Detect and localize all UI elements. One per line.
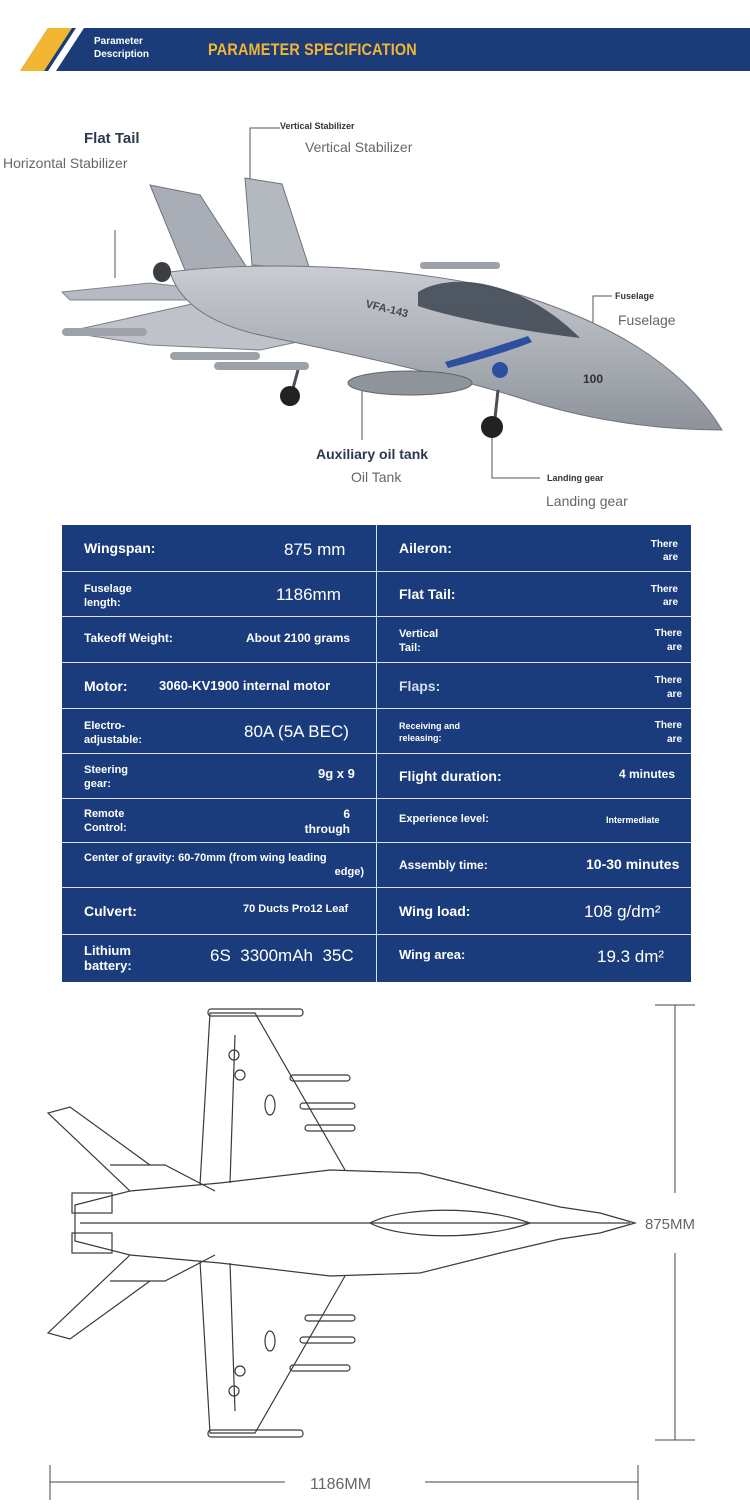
callout-tank-sub: Oil Tank xyxy=(351,469,402,485)
spec-key: Steering gear: xyxy=(84,764,129,790)
spec-value-right: There are xyxy=(654,720,682,745)
aircraft-marking-text: VFA-143 xyxy=(364,298,410,321)
spec-key: Takeoff Weight: xyxy=(84,631,173,645)
spec-value: 70 Ducts Pro12 Leaf xyxy=(243,903,349,915)
spec-value-right: There are xyxy=(654,628,682,653)
spec-value: 1186mm xyxy=(276,585,341,604)
spec-row xyxy=(62,798,691,843)
spec-row xyxy=(62,934,691,983)
spec-key: Culvert: xyxy=(84,903,137,919)
spec-value-right: 108 g/dm² xyxy=(584,902,661,921)
spec-key-right: Vertical Tail: xyxy=(399,628,439,654)
spec-value-right: 4 minutes xyxy=(619,767,676,781)
spec-key-right: Wing load: xyxy=(399,903,471,919)
spec-value-right: There are xyxy=(650,584,678,608)
callout-flat-tail-sub: Horizontal Stabilizer xyxy=(3,155,128,171)
callout-gear-sub: Landing gear xyxy=(546,493,628,509)
header-title: PARAMETER SPECIFICATION xyxy=(208,40,417,59)
spec-table xyxy=(62,525,691,982)
spec-row xyxy=(62,662,691,709)
callout-tank-title: Auxiliary oil tank xyxy=(316,446,429,462)
spec-key: Remote Control: xyxy=(84,808,127,834)
spec-value-right: Intermediate xyxy=(606,815,660,825)
spec-row xyxy=(62,525,691,571)
aircraft-nose-number: 100 xyxy=(583,372,604,386)
spec-value: 9g x 9 xyxy=(318,766,355,781)
spec-value: 3060-KV1900 internal motor xyxy=(159,678,331,693)
header-subtitle xyxy=(94,35,149,61)
spec-value-right: 10-30 minutes xyxy=(586,856,680,872)
spec-value: 6S 3300mAh 35C xyxy=(210,946,354,965)
callout-gear-title: Landing gear xyxy=(547,473,604,483)
aircraft-top-view-diagram xyxy=(0,995,750,1511)
header-subtitle-line2: Description xyxy=(94,49,150,60)
spec-key-right: Experience level: xyxy=(399,813,489,825)
spec-row xyxy=(62,571,691,617)
callout-vertical-sub: Vertical Stabilizer xyxy=(305,139,413,155)
spec-key: Wingspan: xyxy=(84,540,156,556)
spec-value-right: 19.3 dm² xyxy=(597,947,665,966)
header-subtitle-line1: Parameter xyxy=(94,36,143,47)
callout-vertical-title: Vertical Stabilizer xyxy=(280,121,355,131)
spec-key-right: Flat Tail: xyxy=(399,586,456,602)
callout-fuselage-title: Fuselage xyxy=(615,291,655,301)
spec-row xyxy=(62,708,691,754)
spec-value-right: There are xyxy=(654,675,682,700)
spec-key: Electro- adjustable: xyxy=(84,720,143,746)
dimension-length-label: 1186MM xyxy=(310,1476,372,1493)
spec-key: Center of gravity: 60-70mm (from wing leading edge) xyxy=(84,852,364,878)
spec-key-right: Aileron: xyxy=(399,540,452,556)
spec-key: Lithium battery: xyxy=(84,943,132,973)
dimension-span-label: 875MM xyxy=(645,1216,696,1233)
spec-value-right: There are xyxy=(650,539,678,563)
spec-key: Fuselage length: xyxy=(84,583,132,609)
spec-key-right: Assembly time: xyxy=(399,858,488,872)
callout-fuselage-sub: Fuselage xyxy=(618,312,676,328)
spec-row xyxy=(62,842,691,888)
spec-key-right: Receiving and releasing: xyxy=(399,721,461,743)
spec-row xyxy=(62,753,691,799)
spec-value: About 2100 grams xyxy=(246,631,351,645)
spec-key-right: Wing area: xyxy=(399,947,466,962)
spec-row xyxy=(62,616,691,663)
spec-key-right: Flight duration: xyxy=(399,768,502,784)
spec-key-right: Flaps: xyxy=(399,678,441,694)
spec-value: 875 mm xyxy=(284,540,346,559)
spec-value: 6 through xyxy=(304,807,350,836)
spec-value: 80A (5A BEC) xyxy=(244,722,349,741)
spec-row xyxy=(62,887,691,935)
callout-flat-tail-title: Flat Tail xyxy=(84,130,140,147)
spec-key: Motor: xyxy=(84,678,128,694)
